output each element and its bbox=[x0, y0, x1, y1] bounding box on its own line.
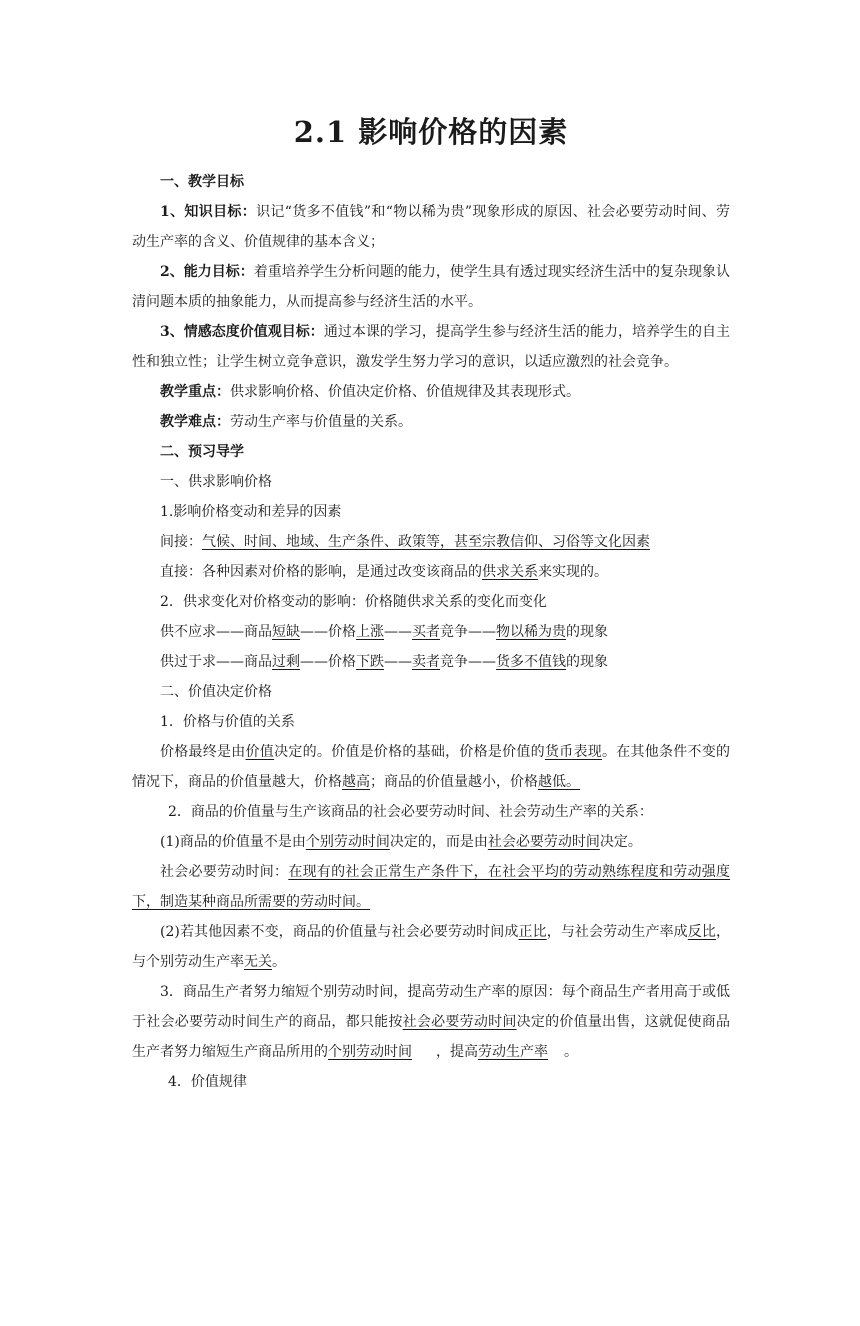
shortage-answer-4: 物以稀为贵 bbox=[496, 624, 566, 640]
reason-answer-1: 社会必要劳动时间 bbox=[402, 1014, 517, 1030]
rule2-text-b: ，与社会劳动生产率成 bbox=[546, 924, 688, 940]
rule-1 bbox=[132, 827, 730, 857]
indirect-factors bbox=[132, 527, 730, 557]
surplus-text-e: 的现象 bbox=[566, 654, 608, 670]
goal-ability bbox=[132, 257, 730, 317]
pv-answer-3: 越高 bbox=[342, 774, 370, 790]
rule1-text-a: (1)商品的价值量不是由 bbox=[160, 834, 306, 850]
reason-answer-3 bbox=[478, 1044, 564, 1060]
reason-text-d: 。 bbox=[564, 1044, 578, 1060]
pv-text-b: 决定的。价值是价格的基础，价格是价值的 bbox=[274, 744, 545, 760]
direct-factors bbox=[132, 557, 730, 587]
pv-text-a: 价格最终是由 bbox=[160, 744, 246, 760]
shortage-answer-1: 短缺 bbox=[272, 624, 300, 640]
surplus-answer-1: 过剩 bbox=[272, 654, 300, 670]
goal-ability-label: 2、能力目标： bbox=[160, 264, 254, 280]
shortage-text-c: —— bbox=[384, 624, 412, 640]
line-surplus bbox=[132, 647, 730, 677]
pv-text-c: 。在其他条件不变的情况下，商品的价值量越大，价格 bbox=[132, 744, 731, 790]
goal-knowledge bbox=[132, 197, 730, 257]
shortage-text-b: ——价格 bbox=[300, 624, 356, 640]
pv-text-d: ；商品的价值量越小，价格 bbox=[370, 774, 538, 790]
surplus-answer-2: 下跌 bbox=[356, 654, 384, 670]
line-shortage bbox=[132, 617, 730, 647]
document-title: 2.1 影响价格的因素 bbox=[293, 115, 569, 149]
part-heading-value: 二、价值决定价格 bbox=[160, 684, 272, 700]
price-value-relation bbox=[132, 737, 730, 797]
goal-knowledge-text: 识记“货多不值钱”和“物以稀为贵”现象形成的原因、社会必要劳动时间、劳动生产率的含义、价值规律的基本含义； bbox=[132, 204, 730, 250]
section-heading-teaching-goals: 一、教学目标 bbox=[160, 174, 244, 190]
rule1-answer-1: 个别劳动时间 bbox=[305, 834, 390, 850]
rule1-answer-2: 社会必要劳动时间 bbox=[487, 834, 600, 850]
pv-answer-4: 越低。 bbox=[538, 774, 580, 790]
producer-reason bbox=[132, 977, 730, 1067]
indirect-answer: 气候、时间、地域、生产条件、政策等，甚至宗教信仰、习俗等文化因素 bbox=[202, 534, 650, 550]
reason-answer-2-text: 个别劳动时间 bbox=[328, 1044, 412, 1060]
subheading-value-amount: 2．商品的价值量与生产该商品的社会必要劳动时间、社会劳动生产率的关系： bbox=[168, 804, 653, 820]
definition-social-labor-time bbox=[132, 857, 730, 917]
surplus-text-d: 竞争—— bbox=[440, 654, 496, 670]
reason-text-a: 3．商品生产者努力缩短个别劳动时间，提高劳动生产率的原因：每个商品生产者用高于或低于社会必要劳动时间生产的商品，都只能按 bbox=[132, 984, 730, 1030]
definition-answer: 在现有的社会正常生产条件下，在社会平均的劳动熟练程度和劳动强度下，制造某种商品所需要的劳动时间。 bbox=[132, 864, 731, 910]
surplus-text-b: ——价格 bbox=[300, 654, 356, 670]
rule2-text-c: ，与个别劳动生产率 bbox=[132, 924, 731, 970]
rule-2 bbox=[132, 917, 730, 977]
goal-ability-text: 着重培养学生分析问题的能力，使学生具有透过现实经济生活中的复杂现象认清问题本质的抽象能力，从而提高参与经济生活的水平。 bbox=[132, 264, 731, 310]
direct-text-a: 直接：各种因素对价格的影响，是通过改变该商品的 bbox=[160, 564, 482, 580]
subheading-price-value: 1．价格与价值的关系 bbox=[160, 714, 295, 730]
shortage-text-d: 竞争—— bbox=[440, 624, 496, 640]
definition-label: 社会必要劳动时间： bbox=[160, 864, 289, 880]
goal-knowledge-label: 1、知识目标： bbox=[160, 204, 257, 220]
section-heading-preview: 二、预习导学 bbox=[160, 444, 244, 460]
part-heading-supply-demand: 一、供求影响价格 bbox=[160, 474, 272, 490]
difficult-point-text: 劳动生产率与价值量的关系。 bbox=[230, 414, 412, 430]
pv-answer-2: 货币表现 bbox=[544, 744, 602, 760]
rule1-text-b: 决定的，而是由 bbox=[389, 834, 488, 850]
reason-text-b: 决定的价值量出售，这就促使商品生产者努力缩短生产商品所用的 bbox=[132, 1014, 731, 1060]
rule1-text-c: 决定。 bbox=[599, 834, 642, 850]
pv-answer-1: 价值 bbox=[245, 744, 275, 760]
rule2-answer-3: 无关 bbox=[244, 954, 272, 970]
difficult-point bbox=[132, 407, 730, 437]
indirect-label: 间接： bbox=[160, 534, 202, 550]
surplus-text-a: 供过于求——商品 bbox=[160, 654, 272, 670]
direct-answer: 供求关系 bbox=[482, 564, 538, 580]
goal-emotion-label: 3、情感态度价值观目标： bbox=[160, 324, 324, 340]
key-point bbox=[132, 377, 730, 407]
reason-answer-3-text: 劳动生产率 bbox=[478, 1044, 548, 1060]
goal-emotion-text: 通过本课的学习，提高学生参与经济生活的能力，培养学生的自主性和独立性；让学生树立竞争意识，激发学生努力学习的意识，以适应激烈的社会竞争。 bbox=[132, 324, 731, 370]
surplus-answer-3: 卖者 bbox=[412, 654, 440, 670]
surplus-text-c: —— bbox=[384, 654, 412, 670]
shortage-text-e: 的现象 bbox=[566, 624, 608, 640]
rule2-text-a: (2)若其他因素不变，商品的价值量与社会必要劳动时间成 bbox=[160, 924, 519, 940]
key-point-label: 教学重点： bbox=[160, 384, 230, 400]
shortage-answer-3: 买者 bbox=[412, 624, 440, 640]
subheading-price-factors: 1.影响价格变动和差异的因素 bbox=[160, 504, 342, 520]
rule2-answer-1: 正比 bbox=[518, 924, 547, 940]
subheading-supply-demand-effect: 2．供求变化对价格变动的影响：价格随供求关系的变化而变化 bbox=[160, 594, 547, 610]
reason-text-c: ，提高 bbox=[436, 1044, 478, 1060]
difficult-point-label: 教学难点： bbox=[160, 414, 230, 430]
subheading-value-law: 4．价值规律 bbox=[168, 1074, 247, 1090]
surplus-answer-4: 货多不值钱 bbox=[496, 654, 566, 670]
direct-text-b: 来实现的。 bbox=[538, 564, 608, 580]
goal-emotion bbox=[132, 317, 730, 377]
key-point-text: 供求影响价格、价值决定价格、价值规律及其表现形式。 bbox=[230, 384, 580, 400]
rule2-text-d: 。 bbox=[272, 954, 286, 970]
reason-answer-2 bbox=[328, 1044, 436, 1060]
shortage-answer-2: 上涨 bbox=[356, 624, 384, 640]
shortage-text-a: 供不应求——商品 bbox=[160, 624, 272, 640]
document-page bbox=[0, 110, 860, 1326]
rule2-answer-2: 反比 bbox=[687, 924, 717, 940]
